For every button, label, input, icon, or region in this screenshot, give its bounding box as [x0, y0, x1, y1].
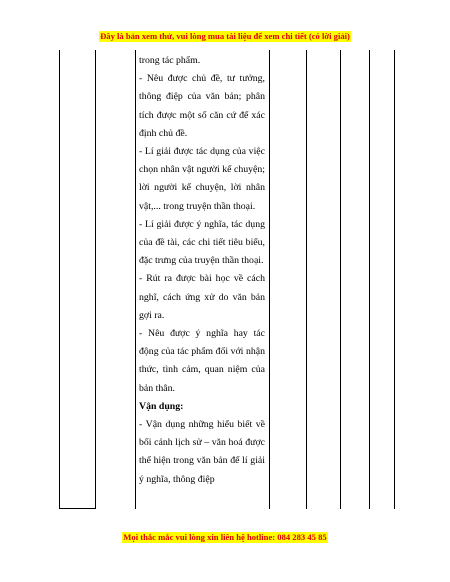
- cell-paragraph: trong tác phẩm.: [139, 55, 201, 66]
- cell-paragraph: - Lí giải được tác dụng của việc chọn nhân vật người kể chuyện; lời người kể chuyện, lời nhân vật,... trong truyện thần thoại.: [139, 146, 265, 212]
- cell-paragraph: - Rút ra được bài học về cách nghĩ, cách ứng xử do văn bản gợi ra.: [139, 273, 265, 321]
- column-divider: [135, 50, 136, 509]
- column-divider: [306, 50, 307, 509]
- cell-paragraph: - Vận dụng những hiểu biết về bối cảnh lịch sử – văn hoá được thể hiện trong văn bản để lí giải ý nghĩa, thông điệp: [139, 419, 265, 485]
- row-divider: [59, 508, 95, 509]
- column-divider: [369, 50, 370, 509]
- preview-notice-banner: [0, 26, 450, 44]
- column-divider: [95, 50, 96, 509]
- cell-paragraph: - Nêu được chủ đề, tư tưởng, thông điệp của văn bản; phân tích được một số căn cứ để xác định chủ đề.: [139, 73, 265, 139]
- table-border: [394, 50, 395, 509]
- table-cell-content: [139, 52, 265, 489]
- cell-paragraph: - Lí giải được ý nghĩa, tác dụng của đề tài, các chi tiết tiêu biểu, đặc trưng của truyện thần thoại.: [139, 218, 265, 267]
- hotline-banner: [0, 527, 450, 545]
- table-border: [59, 50, 60, 509]
- hotline-text: Mọi thắc mắc vui lòng xin liên hệ hotline: 084 283 45 85: [123, 532, 327, 542]
- cell-paragraph: - Nêu được ý nghĩa hay tác động của tác phẩm đối với nhận thức, tình cảm, quan niệm của bản thân.: [139, 328, 265, 394]
- column-divider: [269, 50, 270, 509]
- section-heading: Vận dụng:: [139, 400, 184, 412]
- preview-notice-text: Đây là bản xem thử, vui lòng mua tài liệu để xem chi tiết (có lời giải): [100, 31, 350, 41]
- column-divider: [340, 50, 341, 509]
